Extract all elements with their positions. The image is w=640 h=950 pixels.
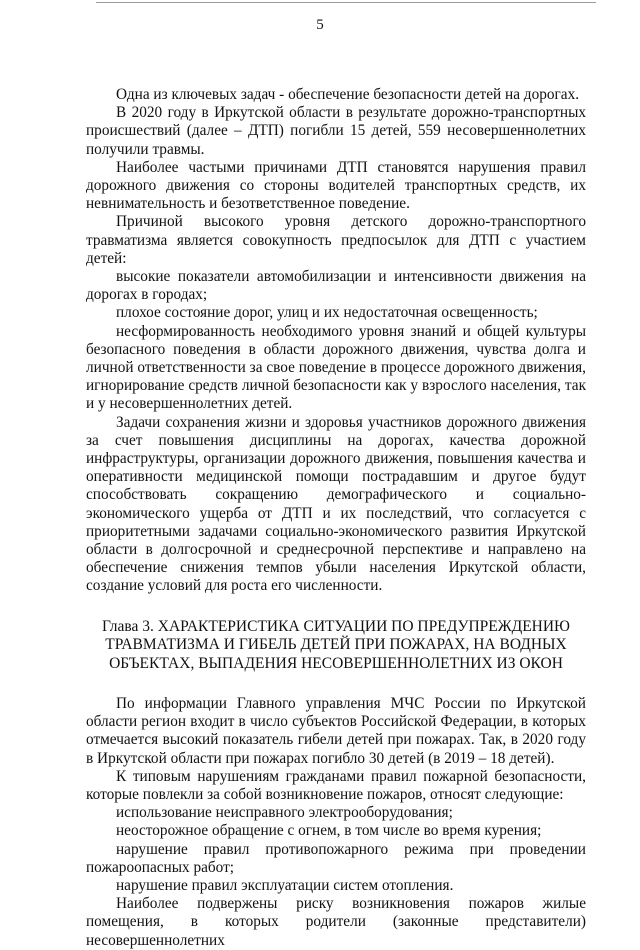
list-item: несформированность необходимого уровня знаний и общей культуры безопасного поведения в области дорожного движения, чувства долга и личной ответственности за свое поведение в процессе дорожного движения, игнорирование средств личной безопасности как у взрослого населения, так и у несовершеннолетних детей.	[86, 322, 586, 413]
page-number: 5	[316, 17, 324, 33]
paragraph: По информации Главного управления МЧС России по Иркутской области регион входит в число субъектов Российской Федерации, в которых отмечается высокий показатель гибели детей при пожарах. Так, в 2020 году в Иркутской области при пожарах погибло 30 детей (в 2019 – 18 детей).	[86, 694, 586, 767]
top-border-line	[96, 2, 596, 3]
list-item: неосторожное обращение с огнем, в том числе во время курения;	[116, 822, 542, 840]
chapter-heading: Глава 3. ХАРАКТЕРИСТИКА СИТУАЦИИ ПО ПРЕДУПРЕЖДЕНИЮ ТРАВМАТИЗМА И ГИБЕЛЬ ДЕТЕЙ ПРИ ПОЖАРАХ, НА ВОДНЫХ ОБЪЕКТАХ, ВЫПАДЕНИЯ НЕСОВЕРШЕННОЛЕТНИХ ИЗ ОКОН	[102, 617, 570, 672]
document-body	[86, 86, 586, 950]
paragraph: Задачи сохранения жизни и здоровья участников дорожного движения за счет повышения дисциплины на дорогах, качества дорожной инфраструктуры, организации дорожного движения, повышения качества и оперативности медицинской помощи пострадавшим и другое будут способствовать сокращению демографического и социально-экономического ущерба от ДТП и их последствий, что согласуется с приоритетными задачами социально-экономического развития Иркутской области в долгосрочной и среднесрочной перспективе и направлено на обеспечение снижения темпов убыли населения Иркутской области, создание условий для роста его численности.	[86, 413, 586, 595]
paragraph: Наиболее частыми причинами ДТП становятся нарушения правил дорожного движения со стороны водителей транспортных средств, их невнимательность и безответственное поведение.	[86, 158, 586, 213]
list-item: нарушение правил эксплуатации систем отопления.	[116, 876, 454, 894]
paragraph: В 2020 году в Иркутской области в результате дорожно-транспортных происшествий (далее – ДТП) погибли 15 детей, 559 несовершеннолетних получили травмы.	[86, 104, 586, 158]
list-item: высокие показатели автомобилизации и интенсивности движения на дорогах в городах;	[86, 268, 586, 304]
paragraph: Причиной высокого уровня детского дорожно-транспортного травматизма является совокупность предпосылок для ДТП с участием детей:	[86, 213, 586, 267]
paragraph: Одна из ключевых задач - обеспечение безопасности детей на дорогах.	[116, 86, 580, 103]
list-item: использование неисправного электрооборудования;	[116, 804, 453, 822]
list-item: нарушение правил противопожарного режима при проведении пожароопасных работ;	[86, 840, 586, 876]
paragraph: К типовым нарушениям гражданами правил пожарной безопасности, которые повлекли за собой возникновение пожаров, относят следующие:	[86, 767, 586, 803]
list-item: плохое состояние дорог, улиц и их недостаточная освещенность;	[116, 304, 538, 322]
paragraph: Наиболее подвержены риску возникновения пожаров жилые помещения, в которых родители (законные представители) несовершеннолетних	[86, 895, 586, 949]
